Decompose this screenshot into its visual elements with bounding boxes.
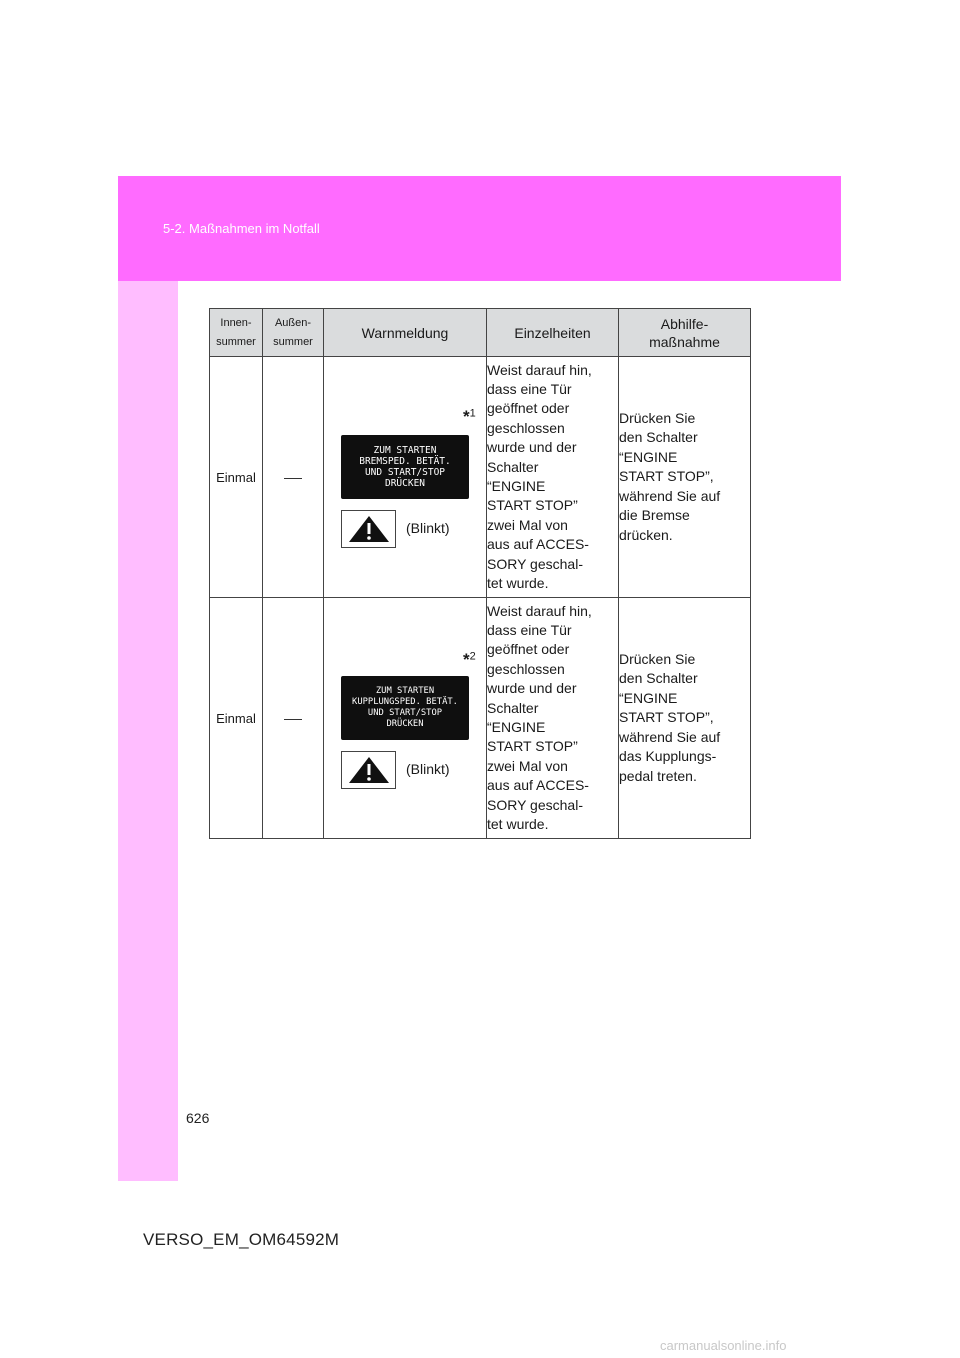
details-line: geöffnet oder (487, 400, 570, 417)
display-line: UND START/STOP (367, 708, 443, 718)
header-abhilfe-line1: Abhilfe- (660, 315, 709, 332)
details-line: zwei Mal von (487, 757, 568, 774)
warning-table (209, 308, 751, 839)
details-line: wurde und der (487, 680, 577, 697)
dash-line (284, 719, 302, 720)
abhilfe-cell (619, 598, 751, 839)
remedy-line: “ENGINE (619, 689, 678, 706)
details-line: zwei Mal von (487, 516, 568, 533)
remedy-line: das Kupplungs- (619, 748, 717, 765)
details-line: Weist darauf hin, (487, 361, 592, 378)
details-line: aus auf ACCES- (487, 536, 589, 553)
table-row (210, 357, 751, 598)
innensummer-cell: Einmal (210, 598, 263, 839)
details-line: SORY geschal- (487, 555, 583, 572)
remedy-line: START STOP”, (619, 468, 714, 485)
header-aussensummer (263, 309, 324, 357)
page-number: 626 (186, 1110, 210, 1126)
display-line: UND START/STOP (364, 467, 446, 478)
master-warning-indicator (341, 510, 396, 548)
innensummer-cell: Einmal (210, 357, 263, 598)
header-einzelheiten: Einzelheiten (487, 309, 619, 357)
display-line: ZUM STARTEN (373, 445, 437, 456)
remedy-line: den Schalter (619, 429, 698, 446)
header-innen-line2: summer (216, 335, 256, 348)
footnote-marker (463, 650, 476, 670)
details-line: wurde und der (487, 439, 577, 456)
warnmeldung-cell (324, 598, 487, 839)
details-line: geöffnet oder (487, 641, 570, 658)
remedy-line: Drücken Sie (619, 651, 696, 668)
document-id: VERSO_EM_OM64592M (143, 1230, 340, 1249)
header-aussen-line1: Außen- (274, 316, 312, 329)
section-title: 5-2. Maßnahmen im Notfall (163, 221, 320, 236)
blink-label: (Blinkt) (406, 520, 450, 536)
footnote-marker (463, 407, 476, 427)
display-line: ZUM STARTEN (375, 686, 435, 696)
remedy-line: drücken. (619, 526, 673, 543)
footnote-number: 2 (469, 650, 476, 663)
display-message (341, 435, 469, 499)
warning-triangle-icon (347, 515, 391, 543)
display-line: DRÜCKEN (384, 478, 426, 489)
watermark-text: carmanualsonline.info (660, 1338, 787, 1353)
details-line: geschlossen (487, 419, 565, 436)
details-line: tet wurde. (487, 575, 549, 592)
footnote-number: 1 (469, 407, 476, 420)
remedy-line: während Sie auf (619, 728, 721, 745)
remedy-line: die Bremse (619, 507, 690, 524)
details-line: tet wurde. (487, 816, 549, 833)
details-line: START STOP” (487, 497, 578, 514)
footnote-symbol: * (463, 650, 470, 669)
details-line: aus auf ACCES- (487, 777, 589, 794)
header-warnmeldung: Warnmeldung (324, 309, 487, 357)
chapter-side-band (118, 281, 178, 1181)
remedy-line: während Sie auf (619, 487, 721, 504)
footnote-symbol: * (463, 407, 470, 426)
details-line: dass eine Tür (487, 621, 572, 638)
header-innensummer (210, 309, 263, 357)
details-line: dass eine Tür (487, 380, 572, 397)
table-row (210, 598, 751, 839)
header-abhilfe-line2: maßnahme (649, 333, 720, 350)
aussensummer-cell (263, 598, 324, 839)
aussensummer-cell (263, 357, 324, 598)
remedy-line: “ENGINE (619, 448, 678, 465)
display-line: BREMSPED. BETÄT. (359, 456, 451, 467)
warning-triangle-icon (347, 756, 391, 784)
details-line: START STOP” (487, 738, 578, 755)
header-abhilfe (619, 309, 751, 357)
remedy-line: pedal treten. (619, 767, 697, 784)
details-line: Weist darauf hin, (487, 602, 592, 619)
remedy-line: START STOP”, (619, 709, 714, 726)
display-line: KUPPLUNGSPED. BETÄT. (352, 697, 458, 707)
details-line: “ENGINE (487, 478, 546, 494)
header-aussen-line2: summer (273, 335, 313, 348)
table-header-row (210, 309, 751, 357)
einzelheiten-cell (487, 598, 619, 839)
details-line: Schalter (487, 458, 539, 475)
header-innen-line1: Innen- (220, 316, 252, 329)
details-line: “ENGINE (487, 719, 546, 735)
display-message (341, 676, 469, 740)
master-warning-indicator (341, 751, 396, 789)
abhilfe-cell (619, 357, 751, 598)
details-line: geschlossen (487, 660, 565, 677)
remedy-line: den Schalter (619, 670, 698, 687)
blink-label: (Blinkt) (406, 761, 450, 777)
dash-line (284, 478, 302, 479)
remedy-line: Drücken Sie (619, 410, 696, 427)
display-line: DRÜCKEN (386, 719, 424, 729)
details-line: SORY geschal- (487, 796, 583, 813)
warnmeldung-cell (324, 357, 487, 598)
einzelheiten-cell (487, 357, 619, 598)
details-line: Schalter (487, 699, 539, 716)
